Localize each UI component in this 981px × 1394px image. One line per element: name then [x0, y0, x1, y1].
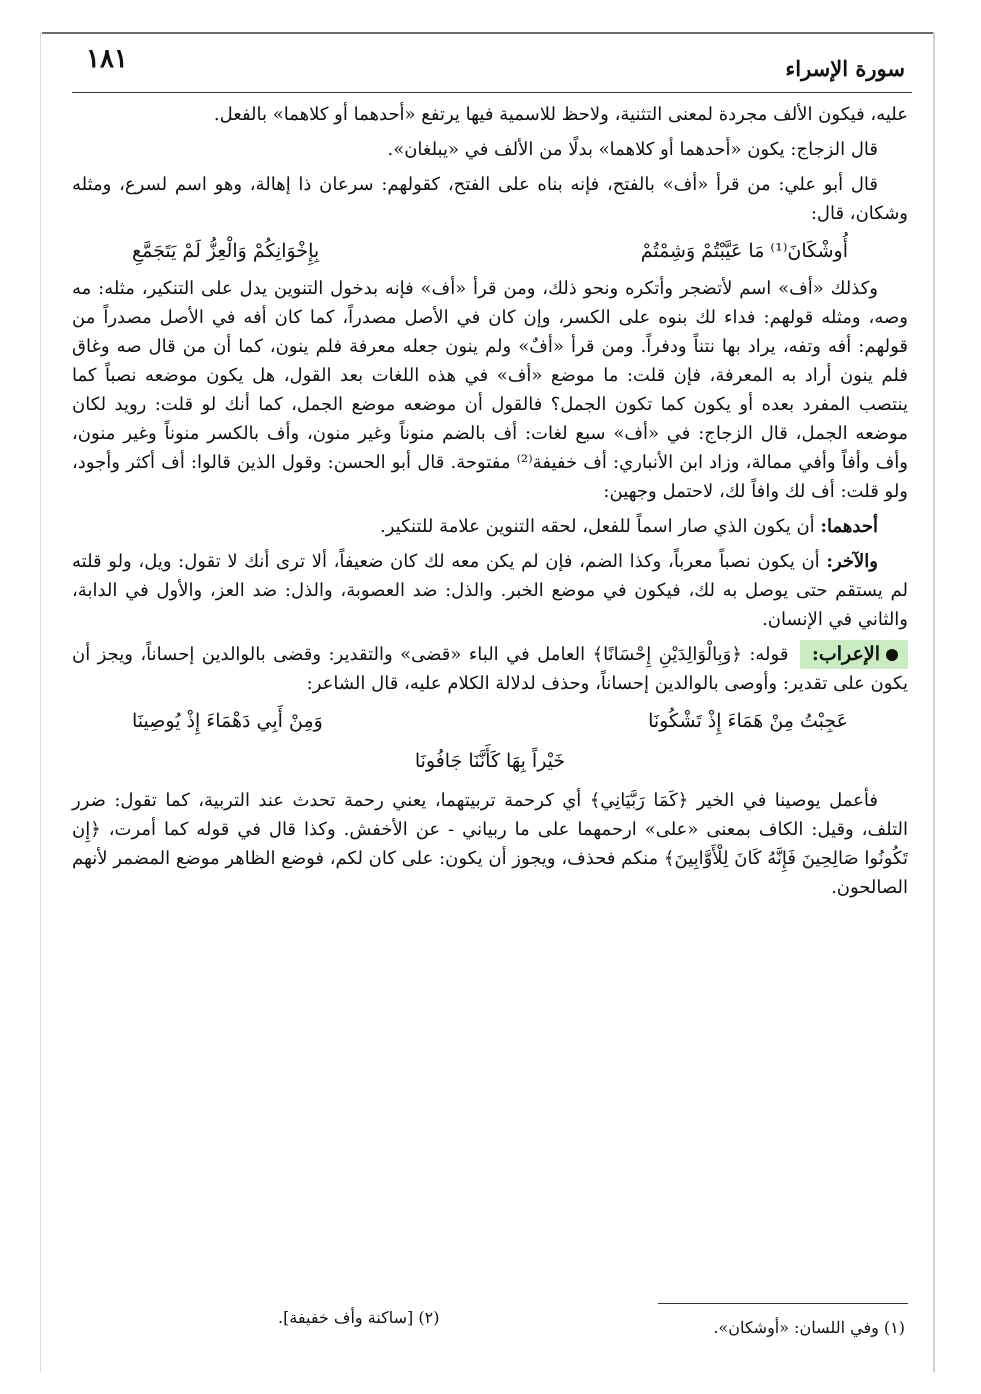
commentary-body	[72, 100, 908, 908]
irab-text: قوله: ﴿وَبِالْوَالِدَيْنِ إِحْسَانًا﴾ العامل في الباء «قضى» والتقدير: وقضى بالوالدين إحساناً، ويجز أن يكون على تقدير: وأوصى بالوالدين إحساناً، وحذف لدلالة الكلام عليه، قال الشاعر:	[72, 644, 908, 694]
verse-2-second-hemistich: وَمِنْ أَبِي دَهْمَاءَ إِذْ يُوصِينَا	[132, 710, 323, 732]
irab-heading-highlight	[800, 640, 908, 669]
footnote-1: (١) وفي اللسان: «أوشكان».	[713, 1318, 905, 1337]
poetry-verse-3: خَيْراً بِهَا كَأَنَّنَا جَافُونَا	[414, 750, 566, 772]
second-aspect-text: أن يكون نصباً معرباً، وكذا الضم، فإن لم يكن معه لك كان ضعيفاً، ألا ترى أنك لا تقول: ويل، ولو قلته لم يستقم حتى يوصل به لك، فيكون في موضع الخبر. والذل: ضد العصوبة، والذل: ضد العز، والأول في الدابة، والثاني في الإنسان.	[72, 551, 908, 630]
surah-title: سورة الإسراء	[785, 56, 905, 81]
footnote-rule	[658, 1303, 908, 1304]
paragraph-irab	[72, 640, 908, 698]
frame-top-border	[42, 32, 934, 34]
first-aspect-text: أن يكون الذي صار اسماً للفعل، لحقه التنوين علامة للتنكير.	[380, 516, 821, 537]
frame-right-border	[933, 32, 935, 1372]
poetry-verse-1	[72, 234, 908, 268]
term-first-aspect: أحدهما:	[820, 516, 878, 537]
header-rule	[72, 92, 912, 93]
term-second-aspect: والآخر:	[826, 551, 878, 572]
paragraph-first-aspect	[72, 512, 908, 541]
frame-left-border	[40, 32, 41, 1372]
footnote-2: (٢) [ساكنة وأف خفيفة].	[278, 1308, 440, 1327]
paragraph-abu-ali: قال أبو علي: من قرأ «أف» بالفتح، فإنه بناه على الفتح، كقولهم: سرعان ذا إهالة، وهو اسم لسرع، ومثله وشكان، قال:	[72, 174, 908, 224]
verse-2-first-hemistich: عَجِبْتُ مِنْ هَمَاءَ إِذْ تَشْكُونَا	[648, 710, 848, 732]
verse-1-second-hemistich: بِإِخْوَانِكُمْ وَالْعِزُّ لَمْ يَتَجَمَّعِ	[132, 240, 320, 262]
poetry-verse-2	[72, 704, 908, 738]
verse-1-first-hemistich: أُوشْكَانَ⁽¹⁾ مَا عَيَّبْتُمْ وَشِمْتُمْ	[640, 240, 848, 262]
paragraph-zajjaj: قال الزجاج: يكون «أحدهما أو كلاهما» بدلًا من الألف في «يبلغان».	[387, 139, 878, 160]
paragraph-second-aspect	[72, 547, 908, 634]
paragraph-final: فأعمل يوصينا في الخير ﴿كَمَا رَبَّيَانِي﴾ أي كرحمة تربيتهما، يعني رحمة تحدث عند التربية، كما تقول: ضرر التلف، وقيل: الكاف بمعنى «على» ارحمهما على ما ربياني - عن الأخفش. وكذا قال في قوله كما أمرت، ﴿إِن تَكُونُوا صَالِحِينَ فَإِنَّهُ كَانَ لِلْأَوَّابِينَ﴾ منكم فحذف، ويجوز أن يكون: على كان لكم، فوضع الظاهر موضع المضمر لأنهم الصالحون.	[72, 790, 908, 898]
paragraph-1: عليه، فيكون الألف مجردة لمعنى التثنية، ولاحظ للاسمية فيها يرتفع «أحدهما أو كلاهما» بالفعل.	[213, 104, 908, 125]
page-number: ١٨١	[86, 44, 128, 74]
paragraph-uff-explanation: وكذلك «أف» اسم لأتضجر وأتكره ونحو ذلك، ومن قرأ «أف» فإنه بدخول التنوين يدل على التنكير، مثله: مه وصه، ومثله قولهم: فداء لك بنوه على الكسر، وإن كان في الأصل مصدراً، كما كان أفه في الأصل مصدراً من قولهم: أفه وتفه، يراد بها نتناً ودفراً. ومن قرأ «أفٌ» ولم ينون جعله معرفة فلم ينون، كما أن من قال صه وغاق فلم ينون أراد به المعرفة، فإن قلت: ما موضع «أف» في هذه اللغات بعد القول، هل يكون موضعه نصباً كما ينتصب المفرد بعده أو يكون كما تكون الجمل؟ فالقول أن موضعه موضع الجمل، كما أنك لو قلت: رويد لكان موضعه الجمل، قال الزجاج: في «أف» سبع لغات: أف بالضم منوناً وغير منون، وأف بالكسر منوناً وغير منون، وأف وأفاً وأفي ممالة، وزاد ابن الأنباري: أف خفيفة⁽²⁾ مفتوحة. قال أبو الحسن: وقول الذين قالوا: أف أكثر وأجود، ولو قلت: أف لك وافاً لك، لاحتمل وجهين:	[72, 278, 908, 502]
irab-heading-label: الإعراب:	[811, 643, 880, 665]
bullet-icon	[886, 649, 898, 661]
